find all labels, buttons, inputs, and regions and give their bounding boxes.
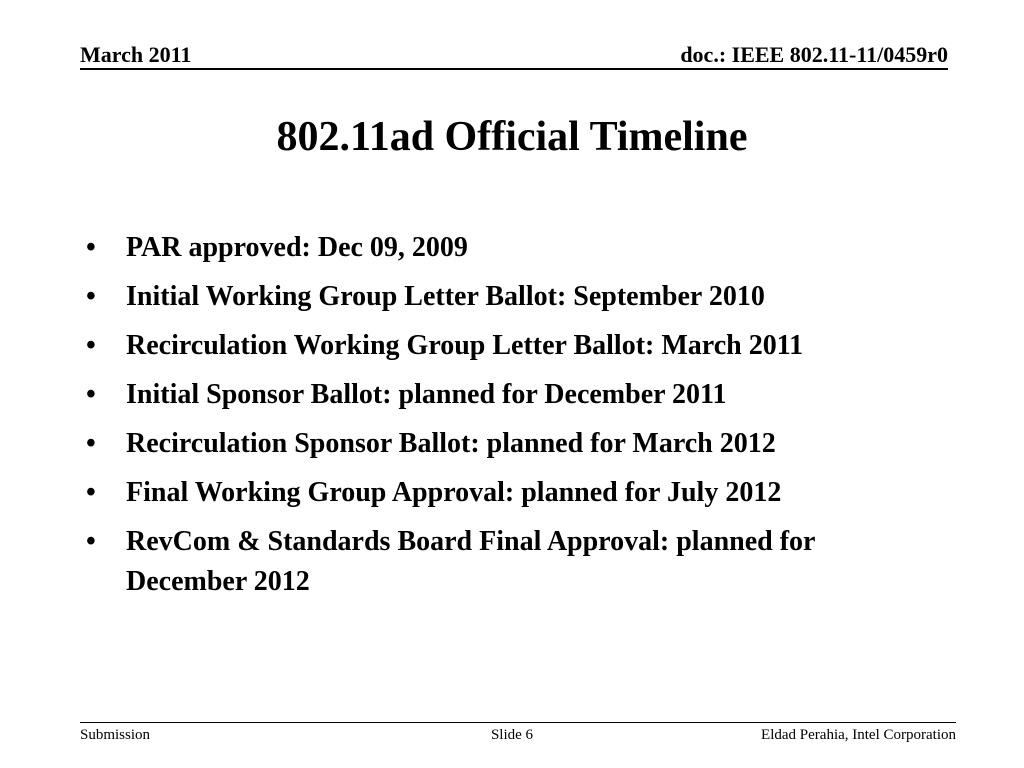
bullet-item: [86, 424, 946, 464]
footer-author: Eldad Perahia, Intel Corporation: [761, 727, 956, 743]
bullet-item: [86, 375, 946, 415]
footer-slide-number: Slide 6: [490, 727, 534, 743]
bullet-list: [86, 228, 946, 611]
bullet-icon: •: [86, 281, 96, 312]
bullet-icon: •: [86, 330, 96, 361]
bullet-item: [86, 522, 946, 602]
bullet-icon: •: [86, 526, 96, 557]
bullet-text: Recirculation Working Group Letter Ballot: March 2011: [126, 330, 804, 361]
bullet-text: Final Working Group Approval: planned for July 2012: [126, 477, 782, 508]
bullet-icon: •: [86, 232, 96, 263]
bullet-item: [86, 277, 946, 317]
bullet-icon: •: [86, 477, 96, 508]
bullet-text: RevCom & Standards Board Final Approval: planned for December 2012: [126, 526, 815, 597]
bullet-text: Initial Working Group Letter Ballot: September 2010: [126, 281, 765, 312]
header-divider: [80, 68, 948, 70]
bullet-item: [86, 326, 946, 366]
footer-submission: Submission: [80, 727, 151, 743]
bullet-text: PAR approved: Dec 09, 2009: [126, 232, 468, 263]
bullet-item: [86, 228, 946, 268]
bullet-icon: •: [86, 379, 96, 410]
slide-title: 802.11ad Official Timeline: [276, 114, 748, 160]
bullet-item: [86, 473, 946, 513]
bullet-text: Initial Sponsor Ballot: planned for December 2011: [126, 379, 727, 410]
footer-divider: [80, 722, 956, 723]
bullet-icon: •: [86, 428, 96, 459]
bullet-text: Recirculation Sponsor Ballot: planned for March 2012: [126, 428, 776, 459]
header-doc-id: doc.: IEEE 802.11-11/0459r0: [680, 42, 948, 67]
header-date: March 2011: [80, 42, 192, 67]
